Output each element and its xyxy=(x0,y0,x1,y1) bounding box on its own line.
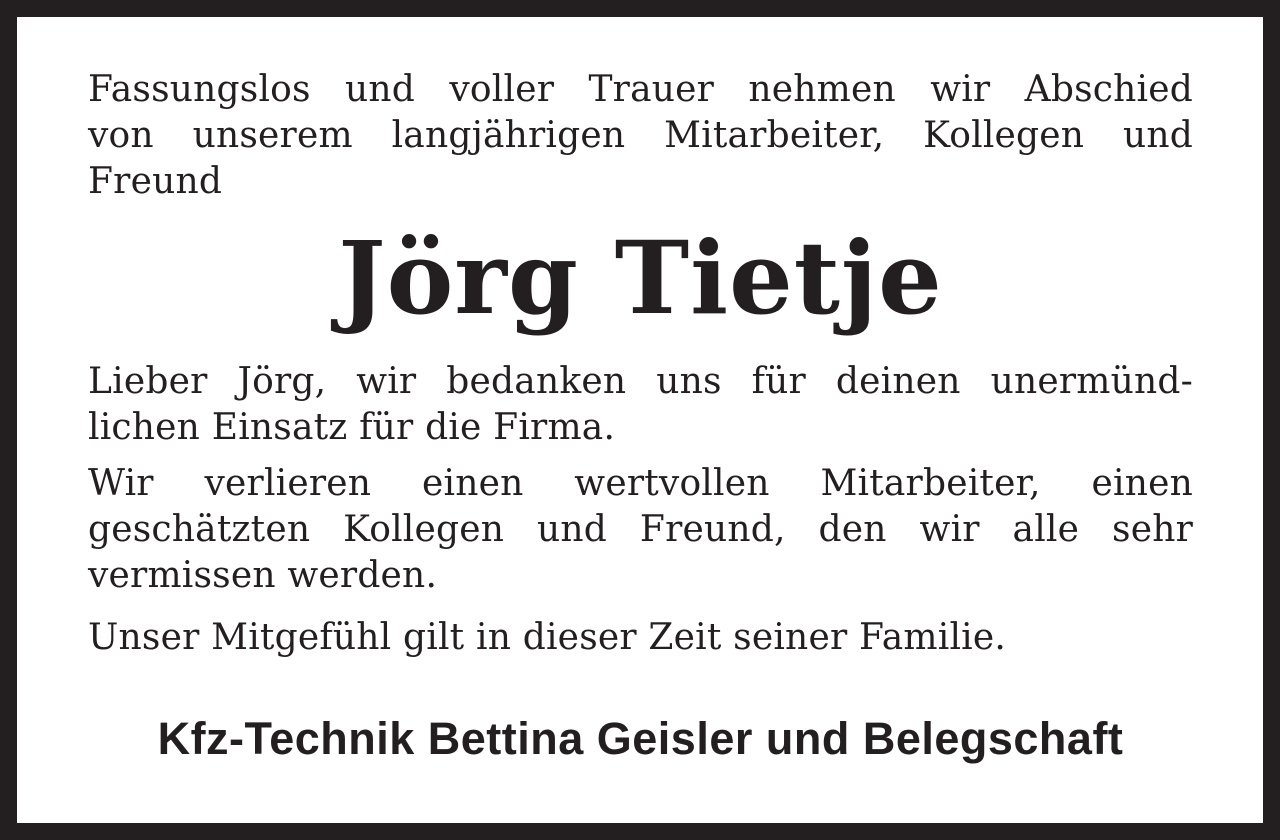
opening-line-3: Freund xyxy=(88,161,223,202)
opening-line-2: von unserem langjährigen Mitarbeiter, Kollegen und xyxy=(88,115,1193,156)
thanks-paragraph xyxy=(88,359,1193,451)
obituary-content xyxy=(17,17,1263,823)
condolence-paragraph xyxy=(88,615,1193,661)
loss-paragraph xyxy=(88,461,1193,599)
thanks-line-2: lichen Einsatz für die Firma. xyxy=(88,407,616,448)
condolence-line-1: Unser Mitgefühl gilt in dieser Zeit seiner Familie. xyxy=(88,617,1007,658)
deceased-name: Jörg Tietje xyxy=(338,219,943,337)
opening-paragraph xyxy=(88,67,1193,205)
loss-line-3: vermissen werden. xyxy=(88,555,438,596)
opening-line-1: Fassungslos und voller Trauer nehmen wir Abschied xyxy=(88,69,1193,110)
signature-line: Kfz-Technik Bettina Geisler und Belegschaft xyxy=(157,713,1124,764)
thanks-line-1: Lieber Jörg, wir bedanken uns für deinen unermünd- xyxy=(88,361,1193,402)
loss-line-1: Wir verlieren einen wertvollen Mitarbeiter, einen xyxy=(88,463,1193,504)
loss-line-2: geschätzten Kollegen und Freund, den wir alle sehr xyxy=(88,509,1193,550)
